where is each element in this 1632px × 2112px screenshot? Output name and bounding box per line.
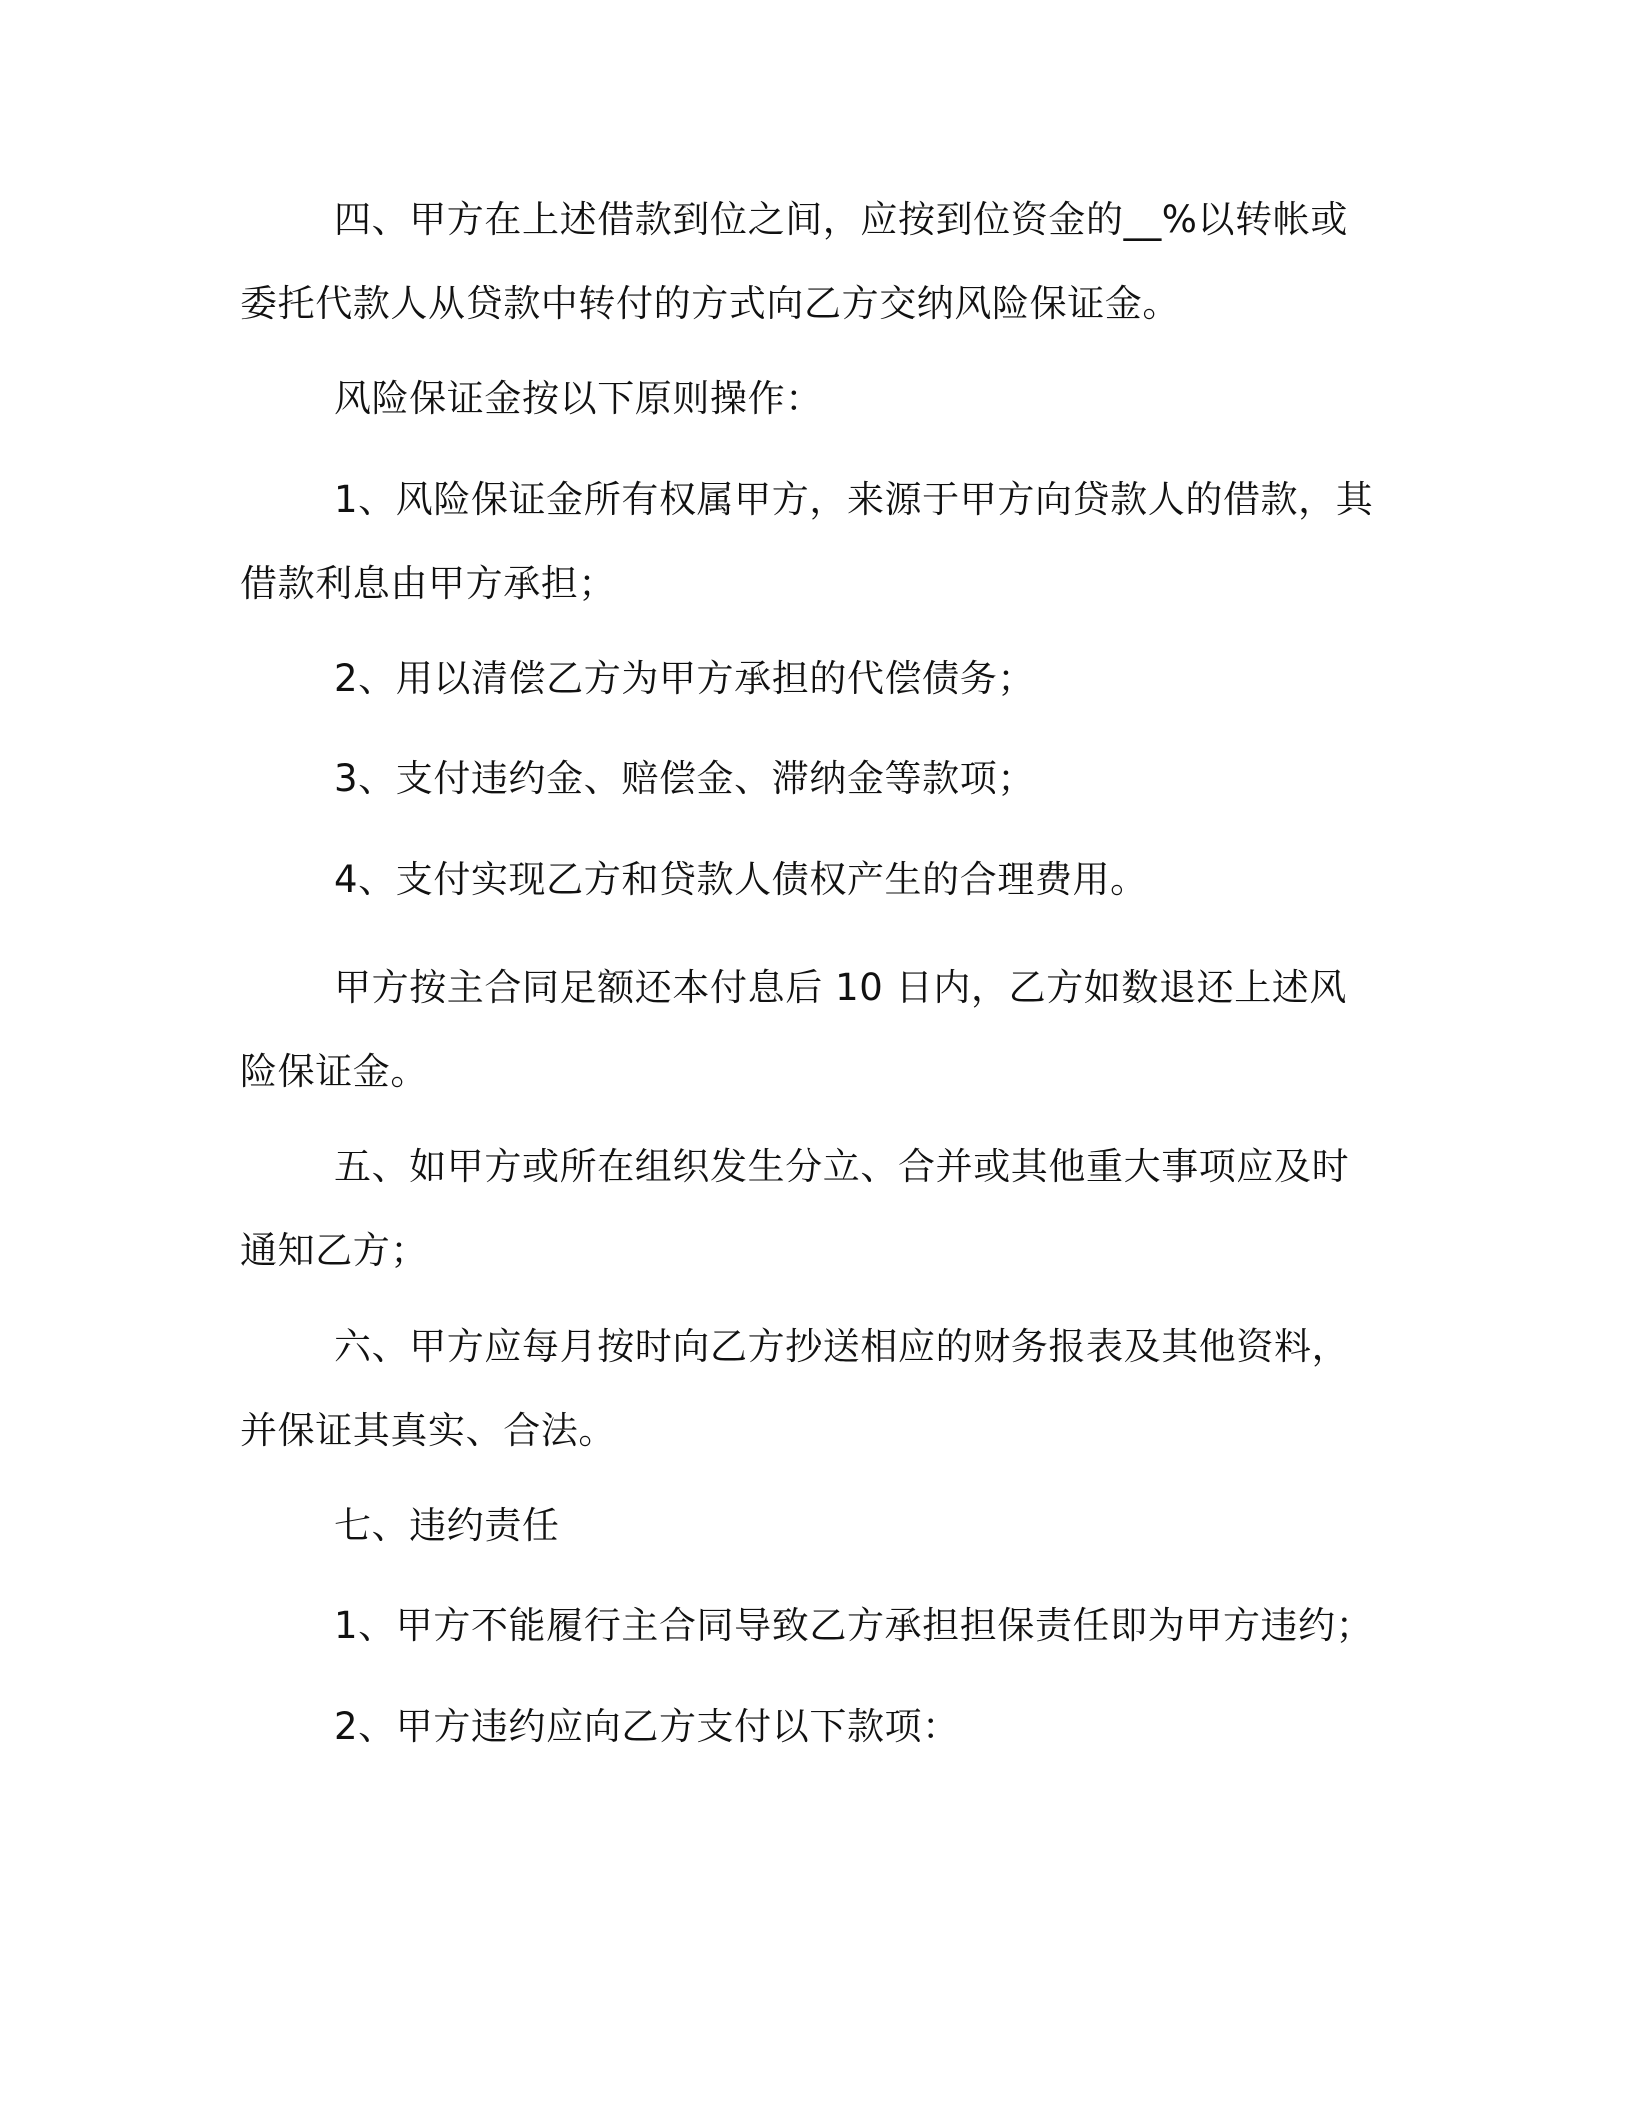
paragraph-article-7-heading: 七、违约责任: [334, 1504, 560, 1547]
paragraph-risk-deposit-principles: 风险保证金按以下原则操作：: [334, 377, 823, 420]
paragraph-principle-4: 4、支付实现乙方和贷款人债权产生的合理费用。: [334, 858, 1148, 901]
paragraph-breach-1: 1、甲方不能履行主合同导致乙方承担担保责任即为甲方违约；: [334, 1604, 1374, 1647]
paragraph-article-4: 四、甲方在上述借款到位之间，应按到位资金的__%以转帐或委托代款人从贷款中转付的方式向乙方交纳风险保证金。: [240, 198, 1348, 325]
paragraph-deposit-refund: 甲方按主合同足额还本付息后 10 日内，乙方如数退还上述风险保证金。: [240, 966, 1348, 1093]
paragraph-principle-2: 2、用以清偿乙方为甲方承担的代偿债务；: [334, 657, 1035, 700]
paragraph-principle-3: 3、支付违约金、赔偿金、滞纳金等款项；: [334, 757, 1035, 800]
paragraph-principle-1: 1、风险保证金所有权属甲方，来源于甲方向贷款人的借款，其借款利息由甲方承担；: [240, 478, 1374, 605]
paragraph-article-5: 五、如甲方或所在组织发生分立、合并或其他重大事项应及时通知乙方；: [240, 1145, 1350, 1272]
paragraph-breach-2: 2、甲方违约应向乙方支付以下款项：: [334, 1705, 960, 1748]
paragraph-article-6: 六、甲方应每月按时向乙方抄送相应的财务报表及其他资料，并保证其真实、合法。: [240, 1325, 1350, 1452]
